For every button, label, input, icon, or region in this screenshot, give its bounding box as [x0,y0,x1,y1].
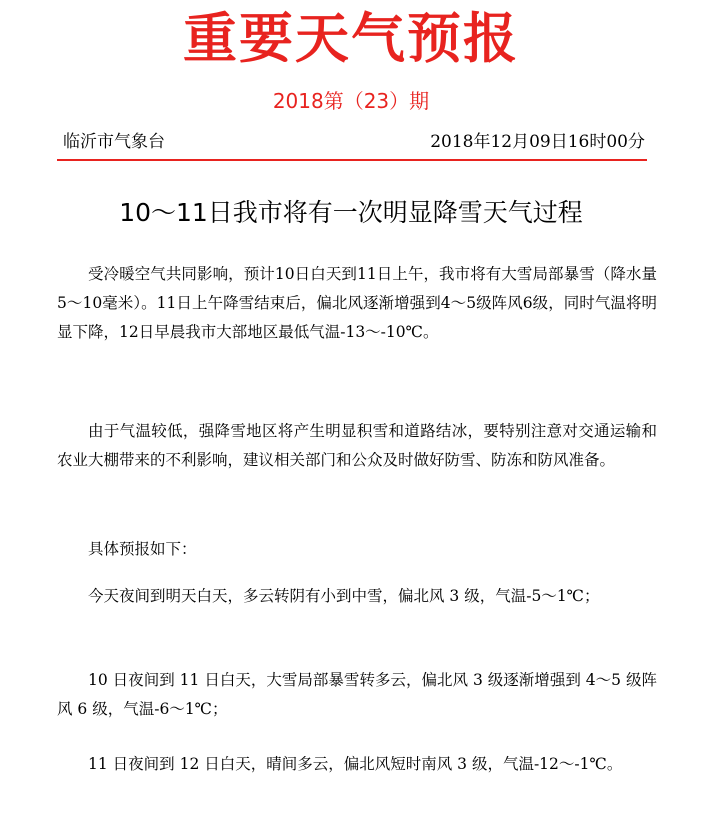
body-paragraph [57,582,657,611]
bulletin-header-row [57,127,647,157]
paragraph-overview: 受冷暖空气共同影响，预计10日白天到11日上午，我市将有大雪局部暴雪（降水量5～10毫米）。11日上午降雪结束后，偏北风逐渐增强到4～5级阵风6级，同时气温将明显下降，12日早晨我市大部地区最低气温-13～-10℃。 [57,265,657,341]
body-paragraph [57,417,657,475]
forecast-headline: 10～11日我市将有一次明显降雪天气过程 [119,198,583,227]
paragraph-forecast-tonight: 今天夜间到明天白天，多云转阴有小到中雪，偏北风 3 级，气温-5～1℃； [88,587,600,605]
issuing-organization: 临沂市气象台 [63,132,165,152]
issue-number: 2018第（23）期 [272,89,430,113]
body-paragraph [57,666,657,724]
bulletin-title: 重要天气预报 [183,7,519,70]
paragraph-forecast-10th: 10 日夜间到 11 日白天，大雪局部暴雪转多云，偏北风 3 级逐渐增强到 4～5 级阵风 6 级，气温-6～1℃； [57,671,657,718]
body-paragraph [57,260,657,347]
body-paragraph [57,535,657,564]
header-divider [57,159,647,161]
body-paragraph [57,750,657,779]
paragraph-forecast-11th: 11 日夜间到 12 日白天，晴间多云，偏北风短时南风 3 级，气温-12～-1℃。 [88,755,623,773]
issue-datetime: 2018年12月09日16时00分 [430,132,645,152]
paragraph-advisory: 由于气温较低，强降雪地区将产生明显积雪和道路结冰，要特别注意对交通运输和农业大棚带来的不利影响，建议相关部门和公众及时做好防雪、防冻和防风准备。 [57,422,657,469]
paragraph-forecast-intro: 具体预报如下： [88,540,197,558]
